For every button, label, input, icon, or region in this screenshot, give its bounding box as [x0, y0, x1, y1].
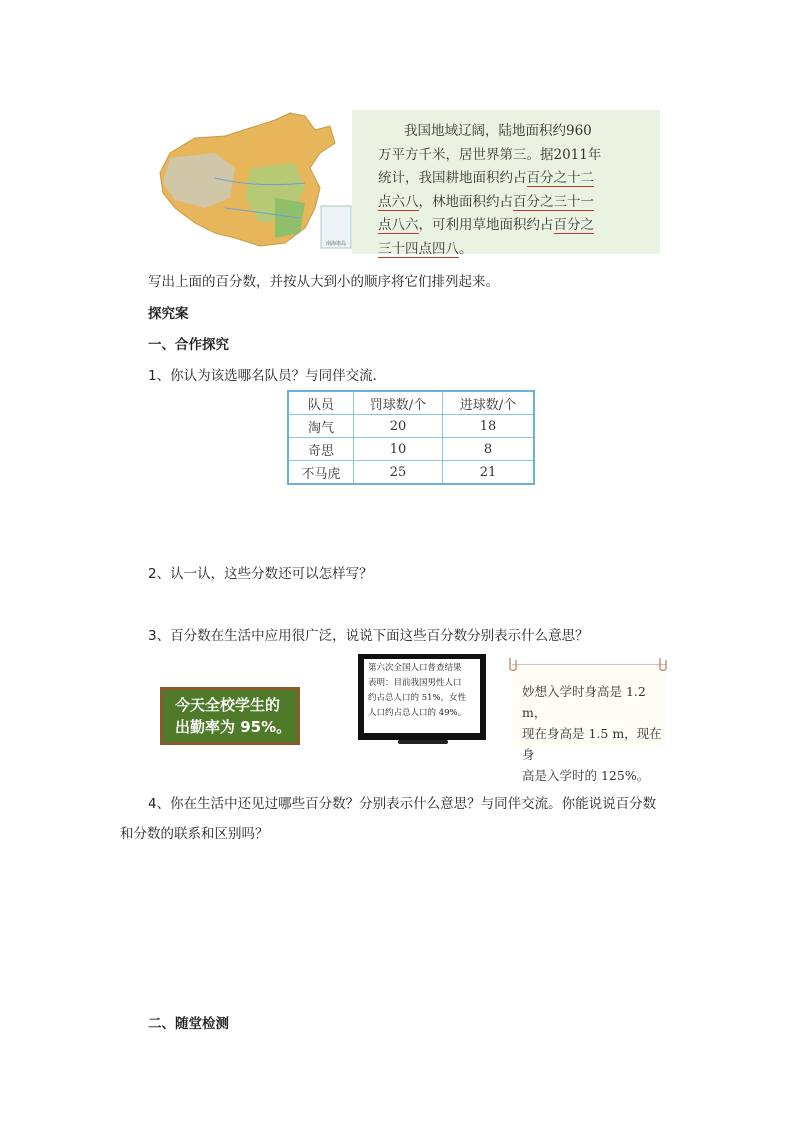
- question-2: 2、认一认，这些分数还可以怎样写？: [148, 566, 373, 582]
- table-row: [288, 438, 534, 461]
- question-4-line-2: 和分数的联系和区别吗？: [120, 826, 269, 842]
- table-header-cell: 队员: [288, 391, 354, 415]
- note-line-2: 现在身高是 1.5 m，现在身: [522, 726, 662, 762]
- note-line-3: 高是入学时的 125%。: [522, 768, 650, 783]
- table-cell: 8: [443, 438, 535, 461]
- tv-stand: [398, 740, 448, 744]
- china-map-image: [155, 108, 355, 258]
- attendance-chalkboard: [160, 687, 300, 745]
- section-explore-heading: 探究案: [148, 306, 189, 322]
- section-two-heading: 二、随堂检测: [148, 1016, 229, 1032]
- tv-line-1: 第六次全国人口普查结果: [368, 663, 462, 673]
- question-3: 3、百分数在生活中应用很广泛，说说下面这些百分数分别表示什么意思？: [148, 628, 589, 644]
- table-header-cell: 罚球数/个: [354, 391, 443, 415]
- question-1: 1、你认为该选哪名队员？与同伴交流．: [148, 368, 387, 384]
- census-tv-screen: [364, 659, 480, 733]
- board-line-2: 出勤率为 95%。: [175, 718, 292, 736]
- table-row: [288, 461, 534, 485]
- question-4-line-1: 4、你在生活中还见过哪些百分数？分别表示什么意思？与同伴交流。你能说说百分数: [148, 796, 657, 812]
- table-row: [288, 415, 534, 438]
- table-cell: 25: [354, 461, 443, 485]
- section-one-heading: 一、合作探究: [148, 337, 229, 353]
- table-cell: 奇思: [288, 438, 354, 461]
- table-header-cell: 进球数/个: [443, 391, 535, 415]
- textbox-line-4: 点六八，林地面积约占百分之三十一: [378, 193, 594, 210]
- textbox-line-6: 三十四点四八。: [378, 240, 473, 257]
- table-cell: 20: [354, 415, 443, 438]
- textbox-line-5: 点八六，可利用草地面积约占百分之: [378, 217, 594, 233]
- table-cell: 10: [354, 438, 443, 461]
- tv-line-3: 约占总人口的 51%，女性: [368, 693, 467, 703]
- table-cell: 淘气: [288, 415, 354, 438]
- note-line-1: 妙想入学时身高是 1.2 m，: [522, 684, 646, 720]
- instruction-text: 写出上面的百分数，并按从大到小的顺序将它们排列起来。: [148, 274, 499, 290]
- textbox-line-3: 统计，我国耕地面积约占百分之十二: [378, 170, 594, 186]
- height-note-paper: [512, 664, 666, 783]
- board-line-1: 今天全校学生的: [175, 696, 281, 714]
- paperclip-icon: [506, 657, 520, 673]
- table-cell: 18: [443, 415, 535, 438]
- table-cell: 不马虎: [288, 461, 354, 485]
- tv-line-4: 人口约占总人口的 49%。: [368, 708, 467, 718]
- tv-line-2: 表明：目前我国男性人口: [368, 678, 462, 688]
- textbox-line-1: 我国地域辽阔，陆地面积约960: [404, 123, 592, 139]
- map-inset-label: 南海诸岛: [325, 241, 347, 247]
- area-facts-textbox: [352, 110, 660, 257]
- table-header-row: [288, 391, 534, 415]
- textbox-line-2: 万平方千米，居世界第三。据2011年: [378, 146, 602, 163]
- player-stats-table: [287, 390, 535, 485]
- paperclip-icon: [656, 657, 670, 673]
- table-cell: 21: [443, 461, 535, 485]
